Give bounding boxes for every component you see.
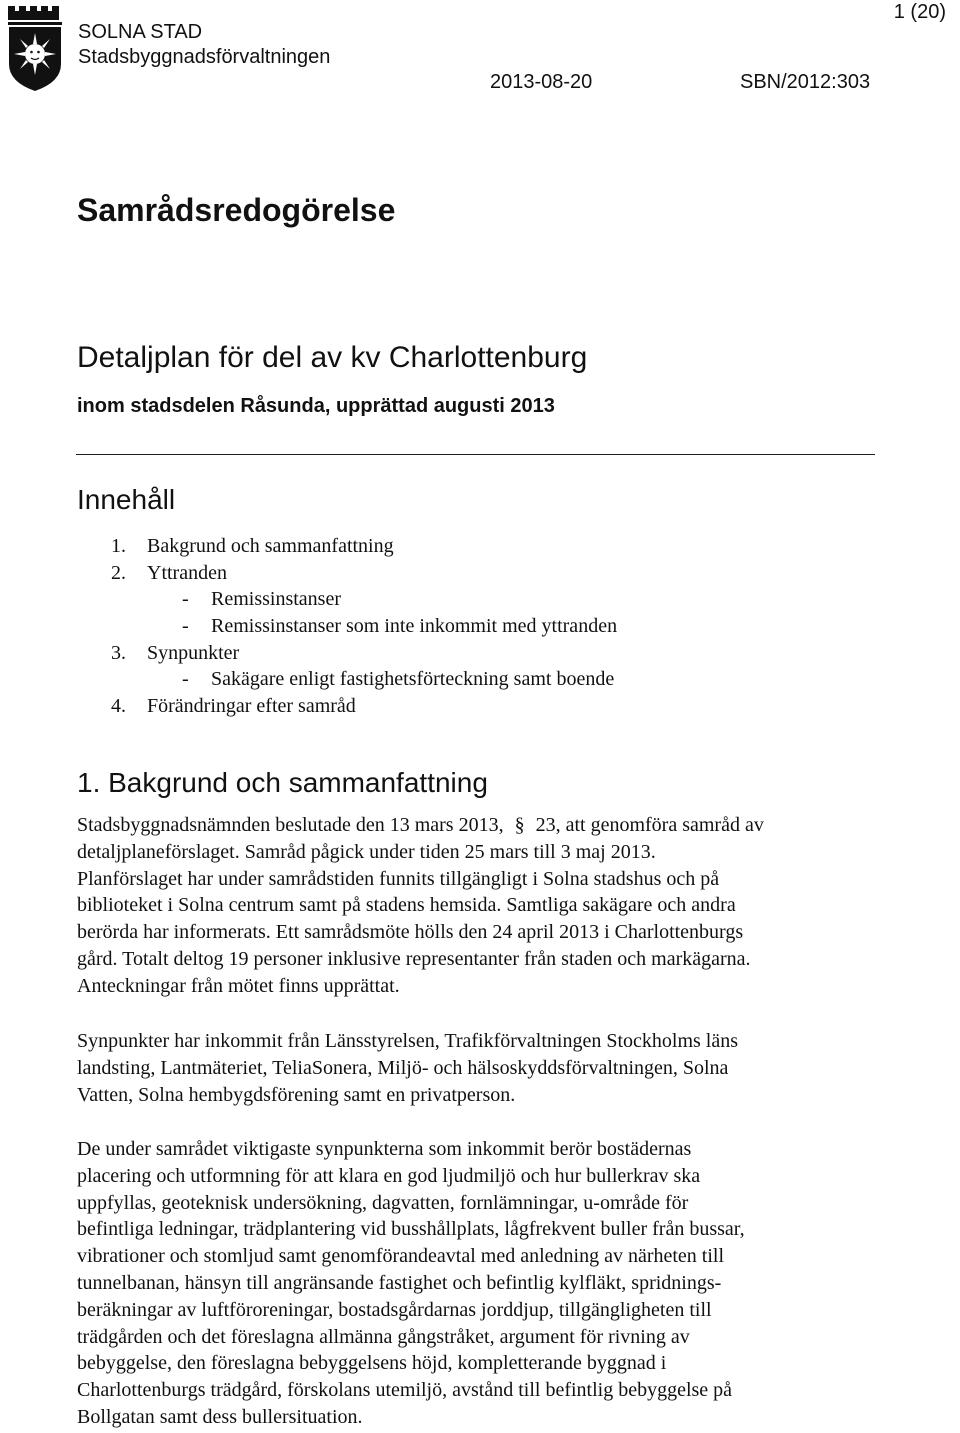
document-title: Samrådsredogörelse [77,192,396,228]
plan-subtitle: inom stadsdelen Råsunda, upprättad augusti 2013 [77,395,555,417]
toc-item-label: Yttranden [147,562,227,584]
toc-dash: - [182,668,189,690]
paragraph-line: tunnelbanan, hänsyn till angränsande fastighet och befintlig kylfläkt, spridnings- [77,1271,722,1294]
paragraph-line: berörda har informerats. Ett samrådsmöte hölls den 24 april 2013 i Charlottenburgs [77,921,744,944]
paragraph-key-viewpoints [77,1136,877,1431]
paragraph-line: vibrationer och stomljud samt genomförandeavtal med anledning av närheten till [77,1245,725,1268]
paragraph-line [77,812,877,839]
toc-subitem-label: Remissinstanser [211,588,341,610]
department-name: Stadsbyggnadsförvaltningen [78,46,331,68]
toc-item-label: Synpunkter [147,642,240,664]
page-number: 1 (20) [893,1,946,23]
paragraph-line: uppfyllas, geoteknisk undersökning, dagvatten, fornlämningar, u-område för [77,1191,689,1214]
toc-item-label: Bakgrund och sammanfattning [147,535,394,557]
paragraph-line: De under samrådet viktigaste synpunkterna som inkommit berör bostädernas [77,1138,692,1160]
paragraph-line: trädgården och det föreslagna allmänna gångstråket, argument för rivning av [77,1325,690,1348]
divider [76,454,875,455]
section-heading: 1. Bakgrund och sammanfattning [77,767,488,798]
toc-item-number: 1. [111,535,126,557]
paragraph-line: biblioteket i Solna centrum samt på stadens hemsida. Samtliga sakägare och andra [77,894,736,917]
toc-item-number: 3. [111,642,126,664]
toc-heading: Innehåll [77,484,176,515]
paragraph-line: Anteckningar från mötet finns upprättat. [77,974,400,997]
toc-dash: - [182,615,189,637]
paragraph-line: landsting, Lantmäteriet, TeliaSonera, Miljö- och hälsoskyddsförvaltningen, Solna [77,1056,729,1079]
toc-dash: - [182,588,189,610]
toc-subitem-label: Remissinstanser som inte inkommit med yttranden [211,615,618,637]
paragraph-line: detaljplaneförslaget. Samråd pågick under tiden 25 mars till 3 maj 2013. [77,840,656,863]
paragraph-line: befintliga ledningar, trädplantering vid busshållplats, lågfrekvent buller från bussar, [77,1218,745,1241]
paragraph-consultation-responses [77,1028,877,1108]
text-fragment: 23, att genomföra samråd av [535,814,764,836]
paragraph-line: Synpunkter har inkommit från Länsstyrelsen, Trafikförvaltningen Stockholms läns [77,1030,739,1052]
organization-name: SOLNA STAD [78,21,203,43]
paragraph-background [77,812,877,1000]
toc-subitem-label: Sakägare enligt fastighetsförteckning samt boende [211,668,615,690]
toc-item-label: Förändringar efter samråd [147,695,356,717]
paragraph-line: placering och utformning för att klara en god ljudmiljö och hur bullerkrav ska [77,1164,701,1187]
toc-item-number: 2. [111,562,126,584]
document-date: 2013-08-20 [490,71,593,93]
solna-coat-of-arms-icon [6,4,64,92]
section-sign: § [514,814,525,836]
toc-item-number: 4. [111,695,126,717]
paragraph-line: Planförslaget har under samrådstiden funnits tillgängligt i Solna stadshus och på [77,867,720,890]
paragraph-line: gård. Totalt deltog 19 personer inklusive representanter från staden och markägarna. [77,947,751,970]
paragraph-line: Charlottenburgs trädgård, förskolans utemiljö, avstånd till befintlig bebyggelse på [77,1379,733,1402]
reference-number: SBN/2012:303 [740,71,871,93]
paragraph-line: Bollgatan samt dess bullersituation. [77,1405,363,1428]
paragraph-line: Vatten, Solna hembygdsförening samt en privatperson. [77,1083,516,1106]
paragraph-line: beräkningar av luftföroreningar, bostadsgårdarnas jorddjup, tillgängligheten till [77,1298,712,1321]
text-fragment: Stadsbyggnadsnämnden beslutade den 13 mars 2013, [77,814,504,836]
plan-title: Detaljplan för del av kv Charlottenburg [77,341,588,374]
paragraph-line: bebyggelse, den föreslagna bebyggelsens höjd, kompletterande byggnad i [77,1352,667,1375]
